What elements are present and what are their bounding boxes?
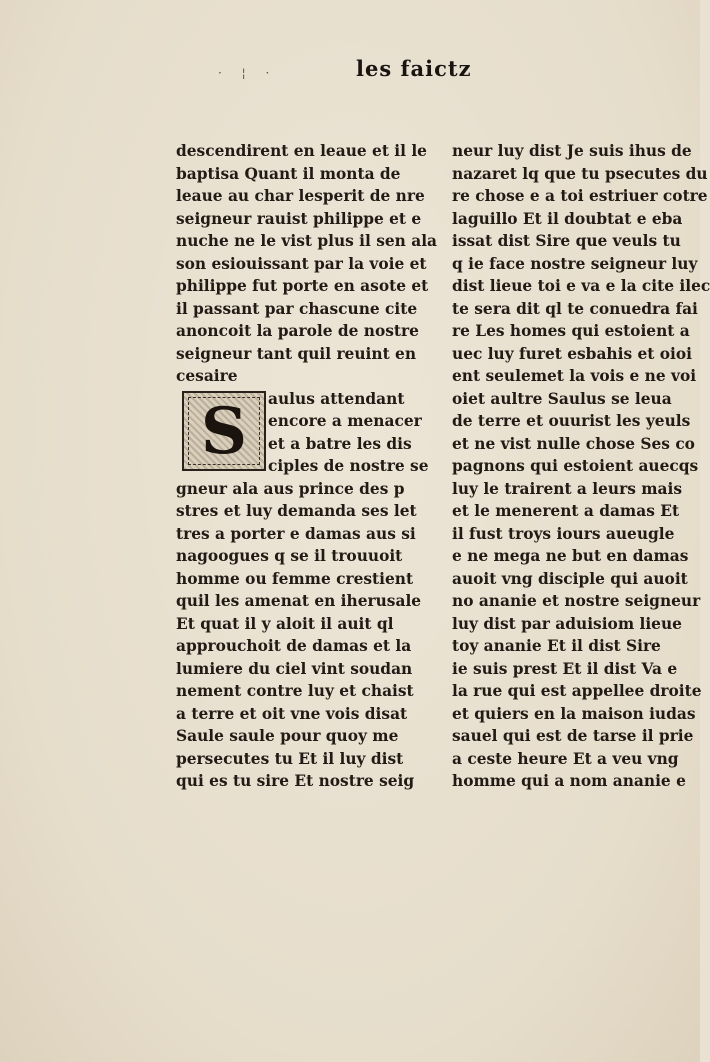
- text-line: sauel qui est de tarse il prie: [452, 727, 694, 745]
- text-line: leaue au char lesperit de nre: [176, 187, 425, 205]
- text-line: te sera dit ql te conuedra fai: [452, 299, 698, 318]
- text-line: il passant par chascune cite: [176, 299, 418, 318]
- left-column-bottom-text: [176, 478, 422, 793]
- text-line: il fust troys iours aueugle: [452, 524, 675, 543]
- text-line: la rue qui est appellee droite: [452, 682, 702, 700]
- text-line: philippe fut porte en asote et: [176, 277, 429, 295]
- text-line: no ananie et nostre seigneur: [452, 592, 701, 610]
- text-line: tres a porter e damas aus si: [176, 524, 416, 543]
- header-printer-marks: · ¦ ·: [218, 66, 278, 80]
- text-line: anoncoit la parole de nostre: [176, 322, 419, 340]
- text-line: neur luy dist Je suis ihus de: [452, 142, 692, 160]
- left-column: [176, 140, 438, 793]
- text-line: de terre et ouurist les yeuls: [452, 412, 691, 430]
- text-line: a terre et oit vne vois disat: [176, 704, 408, 723]
- initial-lines: [268, 388, 429, 478]
- text-line: et ne vist nulle chose Ses co: [452, 434, 695, 453]
- text-line: toy ananie Et il dist Sire: [452, 637, 661, 655]
- text-line: persecutes tu Et il luy dist: [176, 749, 404, 768]
- text-line: auoit vng disciple qui auoit: [452, 569, 688, 588]
- text-line: approuchoit de damas et la: [176, 637, 412, 655]
- text-line: nazaret lq que tu psecutes du: [452, 164, 708, 183]
- text-line: re chose e a toi estriuer cotre: [452, 187, 708, 205]
- text-line: et quiers en la maison iudas: [452, 704, 696, 723]
- text-line: ent seulemet la vois e ne voi: [452, 367, 697, 385]
- left-column-top-text: [176, 140, 438, 388]
- text-line: q ie face nostre seigneur luy: [452, 254, 698, 273]
- text-line: aulus attendant: [268, 389, 405, 408]
- text-line: et le menerent a damas Et: [452, 502, 680, 520]
- text-line: luy le trairent a leurs mais: [452, 479, 682, 498]
- text-line: nuche ne le vist plus il sen ala: [176, 232, 438, 250]
- text-line: gneur ala aus prince des p: [176, 479, 405, 498]
- text-line: nagoogues q se il trouuoit: [176, 547, 403, 565]
- text-line: re Les homes qui estoient a: [452, 322, 690, 340]
- text-line: laguillo Et il doubtat e eba: [452, 209, 683, 228]
- text-line: son esiouissant par la voie et: [176, 254, 427, 273]
- decorated-initial: [182, 391, 266, 471]
- text-line: homme ou femme crestient: [176, 569, 414, 588]
- decorated-initial-letter: S: [200, 393, 248, 469]
- text-line: encore a menacer: [268, 412, 422, 430]
- text-line: ie suis prest Et il dist Va e: [452, 659, 678, 678]
- text-line: Saule saule pour quoy me: [176, 727, 399, 745]
- text-line: seigneur rauist philippe et e: [176, 209, 422, 228]
- text-line: issat dist Sire que veuls tu: [452, 232, 681, 250]
- text-line: nement contre luy et chaist: [176, 682, 414, 700]
- text-line: dist lieue toi e va e la cite ilec: [452, 277, 710, 295]
- text-line: lumiere du ciel vint soudan: [176, 659, 413, 678]
- initial-paragraph: [176, 388, 429, 478]
- text-line: quil les amenat en iherusale: [176, 592, 422, 610]
- text-line: qui es tu sire Et nostre seig: [176, 772, 415, 790]
- text-line: baptisa Quant il monta de: [176, 164, 401, 183]
- text-line: cesaire: [176, 367, 238, 385]
- text-line: luy dist par aduisiom lieue: [452, 614, 682, 633]
- text-line: Et quat il y aloit il auit ql: [176, 614, 394, 633]
- text-line: et a batre les dis: [268, 434, 412, 453]
- text-line: a ceste heure Et a veu vng: [452, 749, 679, 768]
- right-column: [452, 140, 710, 793]
- running-title: les faictz: [356, 56, 472, 81]
- text-line: uec luy furet esbahis et oioi: [452, 344, 692, 363]
- text-line: pagnons qui estoient auecqs: [452, 457, 699, 475]
- text-line: stres et luy demanda ses let: [176, 502, 417, 520]
- text-line: homme qui a nom ananie e: [452, 772, 686, 790]
- text-line: seigneur tant quil reuint en: [176, 344, 417, 363]
- text-line: e ne mega ne but en damas: [452, 547, 689, 565]
- text-line: oiet aultre Saulus se leua: [452, 389, 672, 408]
- text-line: ciples de nostre se: [268, 457, 429, 475]
- text-line: descendirent en leaue et il le: [176, 142, 427, 160]
